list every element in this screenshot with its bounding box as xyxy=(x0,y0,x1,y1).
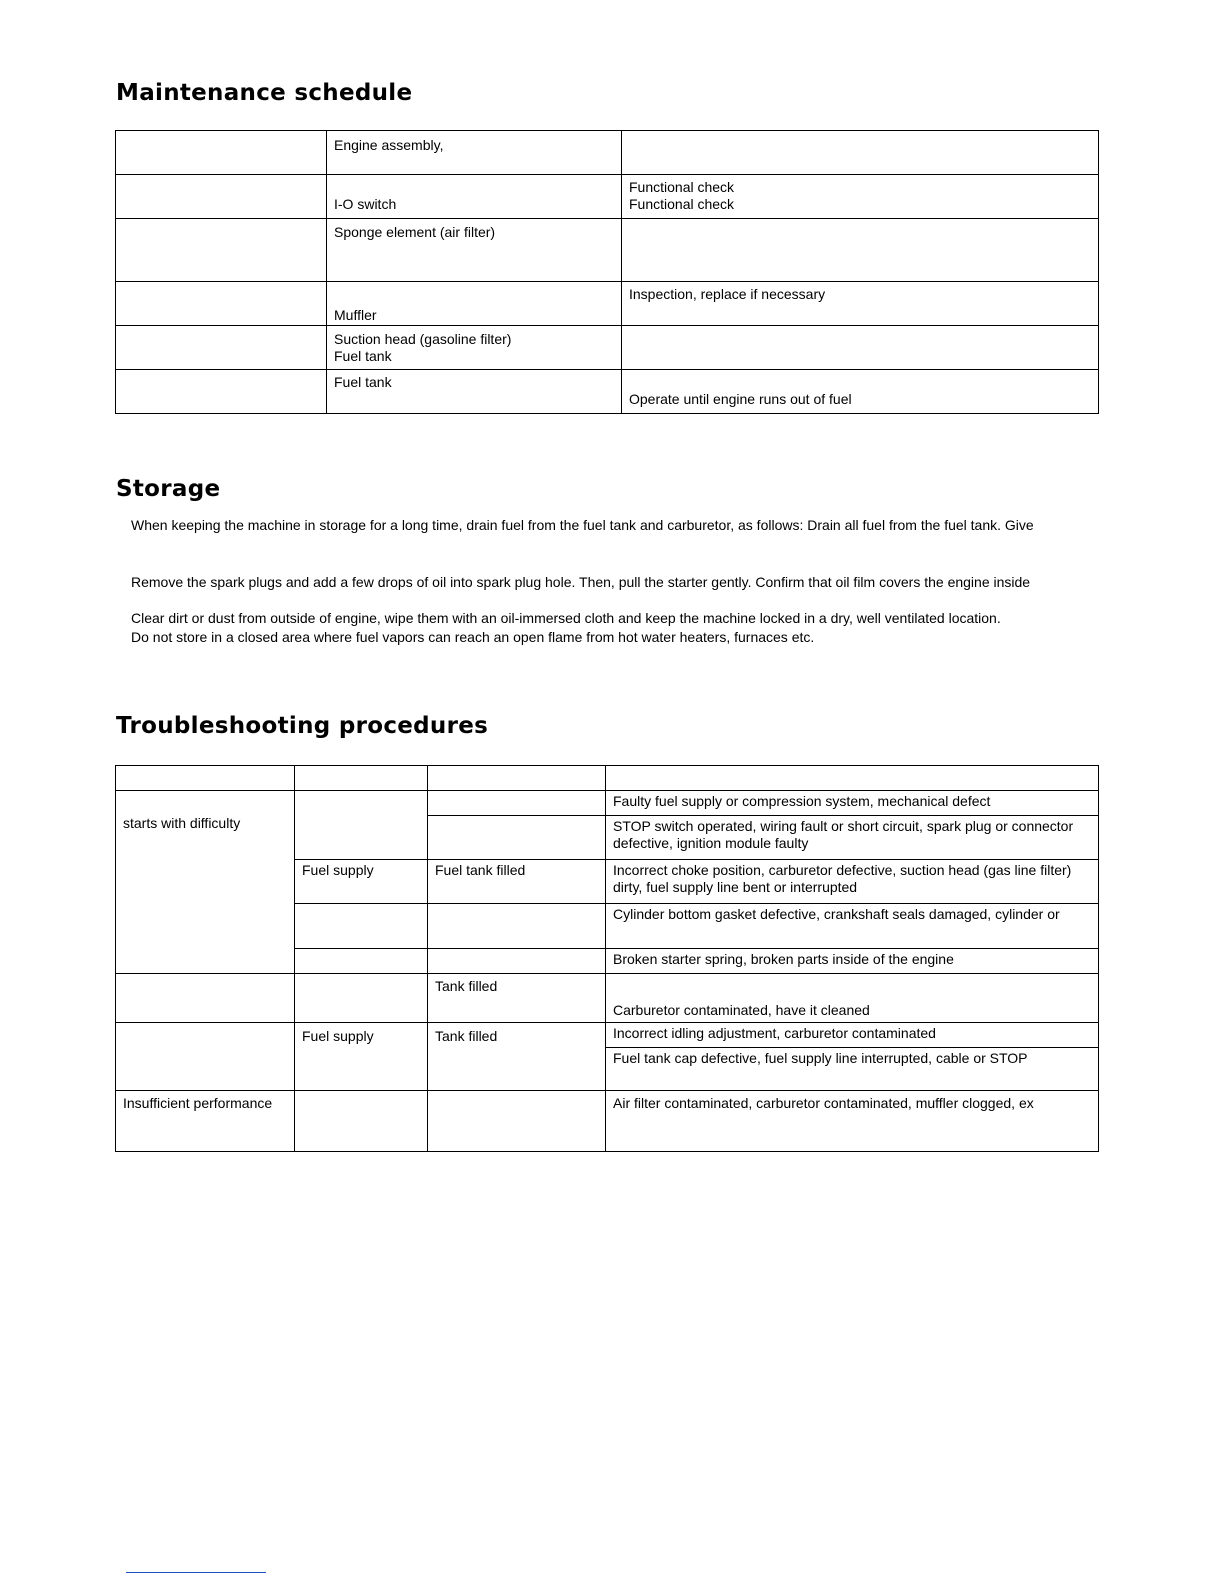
symptom-cell xyxy=(116,974,295,1023)
table-cell: Air filter contaminated, carburetor contaminated, muffler clogged, ex xyxy=(606,1091,1099,1152)
table-cell: Cylinder bottom gasket defective, crankshaft seals damaged, cylinder or xyxy=(606,904,1099,949)
symptom-cell xyxy=(116,1023,295,1091)
table-row xyxy=(116,1023,1099,1048)
table-cell: Engine assembly, xyxy=(327,131,622,175)
table-cell: Carburetor contaminated, have it cleaned xyxy=(606,974,1099,1023)
maintenance-heading: Maintenance schedule xyxy=(116,80,413,106)
maintenance-table xyxy=(115,130,1099,414)
table-cell xyxy=(116,282,327,326)
table-row xyxy=(116,326,1099,370)
table-cell xyxy=(295,904,428,949)
table-row xyxy=(116,370,1099,414)
table-cell: Functional check Functional check xyxy=(622,175,1099,219)
table-cell: Faulty fuel supply or compression system, mechanical defect xyxy=(606,791,1099,816)
table-cell: Incorrect idling adjustment, carburetor contaminated xyxy=(606,1023,1099,1048)
table-cell: STOP switch operated, wiring fault or short circuit, spark plug or connector defective, ignition module faulty xyxy=(606,816,1099,860)
table-header-cell xyxy=(295,766,428,791)
table-cell: Tank filled xyxy=(428,974,606,1023)
table-cell xyxy=(622,131,1099,175)
table-cell: Fuel tank cap defective, fuel supply line interrupted, cable or STOP xyxy=(606,1048,1099,1091)
table-cell: Sponge element (air filter) xyxy=(327,219,622,282)
table-row xyxy=(116,974,1099,1023)
table-cell xyxy=(428,791,606,816)
table-cell xyxy=(295,1091,428,1152)
table-cell xyxy=(622,326,1099,370)
table-row xyxy=(116,282,1099,326)
storage-paragraph: Remove the spark plugs and add a few drops of oil into spark plug hole. Then, pull the starter gently. Confirm that oil film covers the engine inside xyxy=(131,574,1031,590)
table-cell: Broken starter spring, broken parts inside of the engine xyxy=(606,949,1099,974)
storage-heading: Storage xyxy=(116,476,221,502)
troubleshooting-heading: Troubleshooting procedures xyxy=(116,713,489,739)
table-cell: Muffler xyxy=(327,282,622,326)
table-cell xyxy=(295,949,428,974)
table-cell: Fuel tank filled xyxy=(428,860,606,904)
table-row xyxy=(116,791,1099,816)
table-cell: Incorrect choke position, carburetor defective, suction head (gas line filter) dirty, fuel supply line bent or interrupted xyxy=(606,860,1099,904)
table-row xyxy=(116,175,1099,219)
storage-paragraph: Do not store in a closed area where fuel vapors can reach an open flame from hot water heaters, furnaces etc. xyxy=(131,629,815,645)
table-row xyxy=(116,1091,1099,1152)
table-cell: Operate until engine runs out of fuel xyxy=(622,370,1099,414)
table-cell xyxy=(116,219,327,282)
table-row xyxy=(116,219,1099,282)
table-cell xyxy=(622,219,1099,282)
footer-divider xyxy=(126,1572,266,1573)
storage-paragraph: When keeping the machine in storage for a long time, drain fuel from the fuel tank and carburetor, as follows: Drain all fuel from the fuel tank. Give xyxy=(131,517,1034,533)
table-cell: Inspection, replace if necessary xyxy=(622,282,1099,326)
table-cell xyxy=(428,904,606,949)
table-header-row xyxy=(116,766,1099,791)
table-header-cell xyxy=(606,766,1099,791)
table-cell xyxy=(428,816,606,860)
table-cell: Tank filled xyxy=(428,1023,606,1091)
table-cell: Fuel tank xyxy=(327,370,622,414)
table-cell: Fuel supply xyxy=(295,1023,428,1091)
table-header-cell xyxy=(428,766,606,791)
symptom-cell: starts with difficulty xyxy=(116,791,295,974)
table-cell xyxy=(295,974,428,1023)
table-cell xyxy=(428,949,606,974)
table-cell xyxy=(116,175,327,219)
table-cell: I-O switch xyxy=(327,175,622,219)
storage-paragraph: Clear dirt or dust from outside of engine, wipe them with an oil-immersed cloth and keep the machine locked in a dry, well ventilated location. xyxy=(131,610,1001,626)
symptom-cell: Insufficient performance xyxy=(116,1091,295,1152)
table-header-cell xyxy=(116,766,295,791)
table-cell: Suction head (gasoline filter) Fuel tank xyxy=(327,326,622,370)
table-cell xyxy=(295,791,428,860)
table-cell: Fuel supply xyxy=(295,860,428,904)
table-cell xyxy=(116,326,327,370)
table-cell xyxy=(116,131,327,175)
table-row xyxy=(116,131,1099,175)
troubleshooting-table xyxy=(115,765,1099,1152)
table-cell xyxy=(428,1091,606,1152)
table-cell xyxy=(116,370,327,414)
